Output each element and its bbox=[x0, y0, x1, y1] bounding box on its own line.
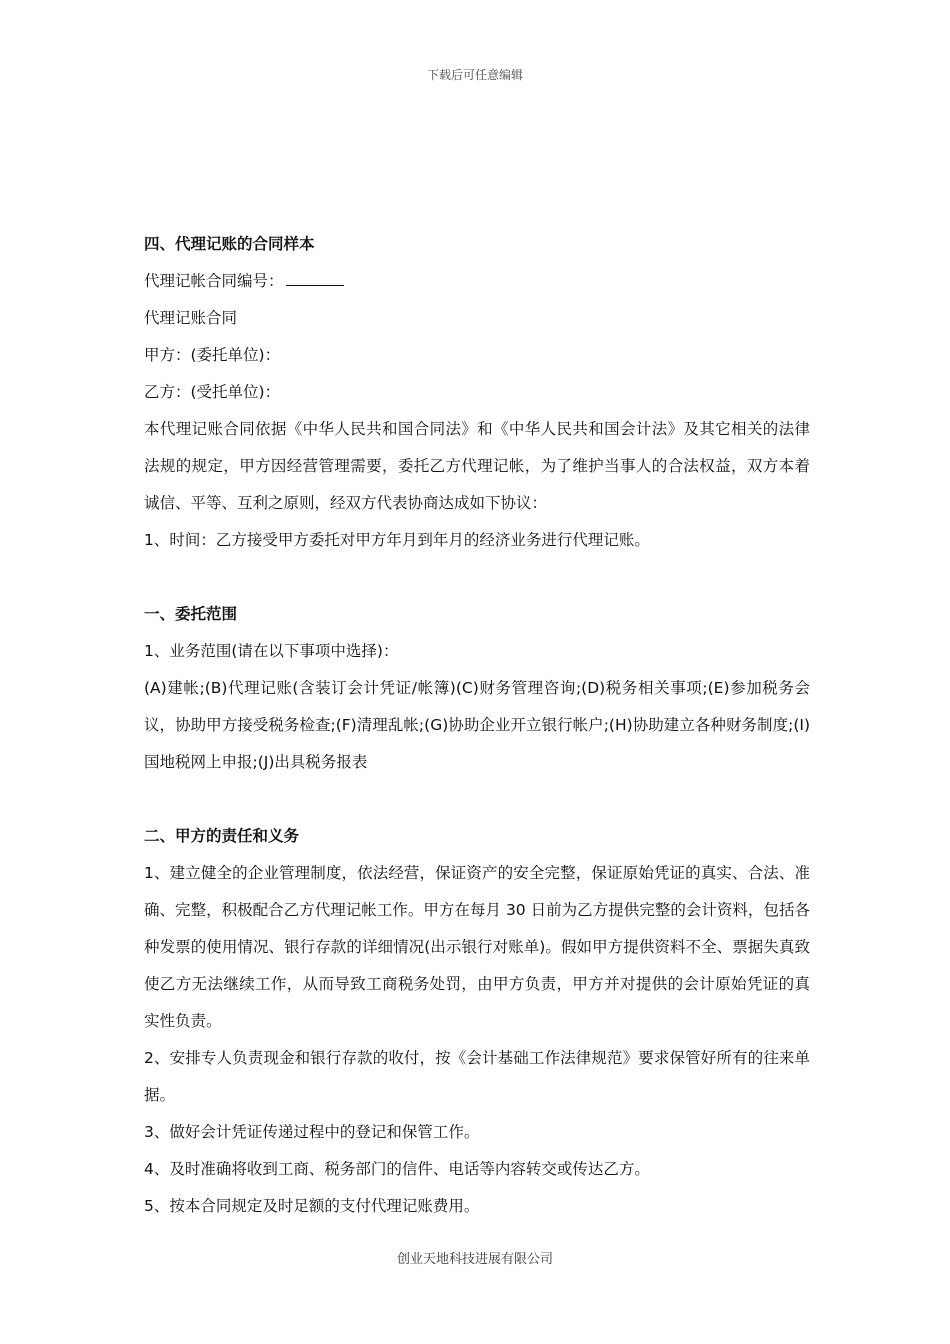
section-1-heading: 一、委托范围 bbox=[144, 605, 238, 623]
contract-name: 代理记账合同 bbox=[144, 309, 238, 327]
section-1-options: (A)建帐;(B)代理记账(含装订会计凭证/帐簿)(C)财务管理咨询;(D)税务相关事项;(E)参加税务会议，协助甲方接受税务检查;(F)清理乱帐;(G)协助企业开立银行帐户;(H)协助建立各种财务制度;(I)国地税网上申报;(J)出具税务报表 bbox=[144, 679, 810, 771]
section-gap bbox=[144, 781, 810, 818]
time-clause: 1、时间：乙方接受甲方委托对甲方年月到年月的经济业务进行代理记账。 bbox=[144, 531, 650, 549]
page-footer: 创业天地科技进展有限公司 bbox=[396, 1252, 553, 1267]
section-2-item-1: 1、建立健全的企业管理制度，依法经营，保证资产的安全完整，保证原始凭证的真实、合法、准确、完整，积极配合乙方代理记帐工作。甲方在每月 30 日前为乙方提供完整的会计资料，包括各种发票的使用情况、银行存款的详细情况(出示银行对账单)。假如甲方提供资料不全、票据失真致使乙方无法继续工作，从而导致工商税务处罚，由甲方负责，甲方并对提供的会计原始凭证的真实性负责。 bbox=[144, 864, 810, 1030]
party-a-line: 甲方：(委托单位)： bbox=[144, 346, 281, 364]
preamble-paragraph: 本代理记账合同依据《中华人民共和国合同法》和《中华人民共和国会计法》及其它相关的法律法规的规定，甲方因经营管理需要，委托乙方代理记帐，为了维护当事人的合法权益，双方本着诚信、平等、互利之原则，经双方代表协商达成如下协议： bbox=[144, 420, 810, 512]
party-b-line: 乙方：(受托单位)： bbox=[144, 383, 281, 401]
contract-number-line bbox=[144, 263, 810, 300]
document-body bbox=[144, 226, 810, 1225]
section-2-item-2: 2、安排专人负责现金和银行存款的收付，按《会计基础工作法律规范》要求保管好所有的往来单据。 bbox=[144, 1049, 810, 1104]
section-1-item-1: 1、业务范围(请在以下事项中选择)： bbox=[144, 642, 399, 660]
contract-number-blank bbox=[286, 271, 344, 286]
document-title: 四、代理记账的合同样本 bbox=[144, 235, 315, 253]
section-2-item-4: 4、及时准确将收到工商、税务部门的信件、电话等内容转交或传达乙方。 bbox=[144, 1160, 650, 1178]
section-2-item-3: 3、做好会计凭证传递过程中的登记和保管工作。 bbox=[144, 1123, 480, 1141]
page-header: 下载后可任意编辑 bbox=[426, 68, 523, 82]
section-gap bbox=[144, 559, 810, 596]
contract-number-label: 代理记帐合同编号： bbox=[144, 272, 284, 290]
section-2-item-5: 5、按本合同规定及时足额的支付代理记账费用。 bbox=[144, 1197, 480, 1215]
section-2-heading: 二、甲方的责任和义务 bbox=[144, 827, 300, 845]
